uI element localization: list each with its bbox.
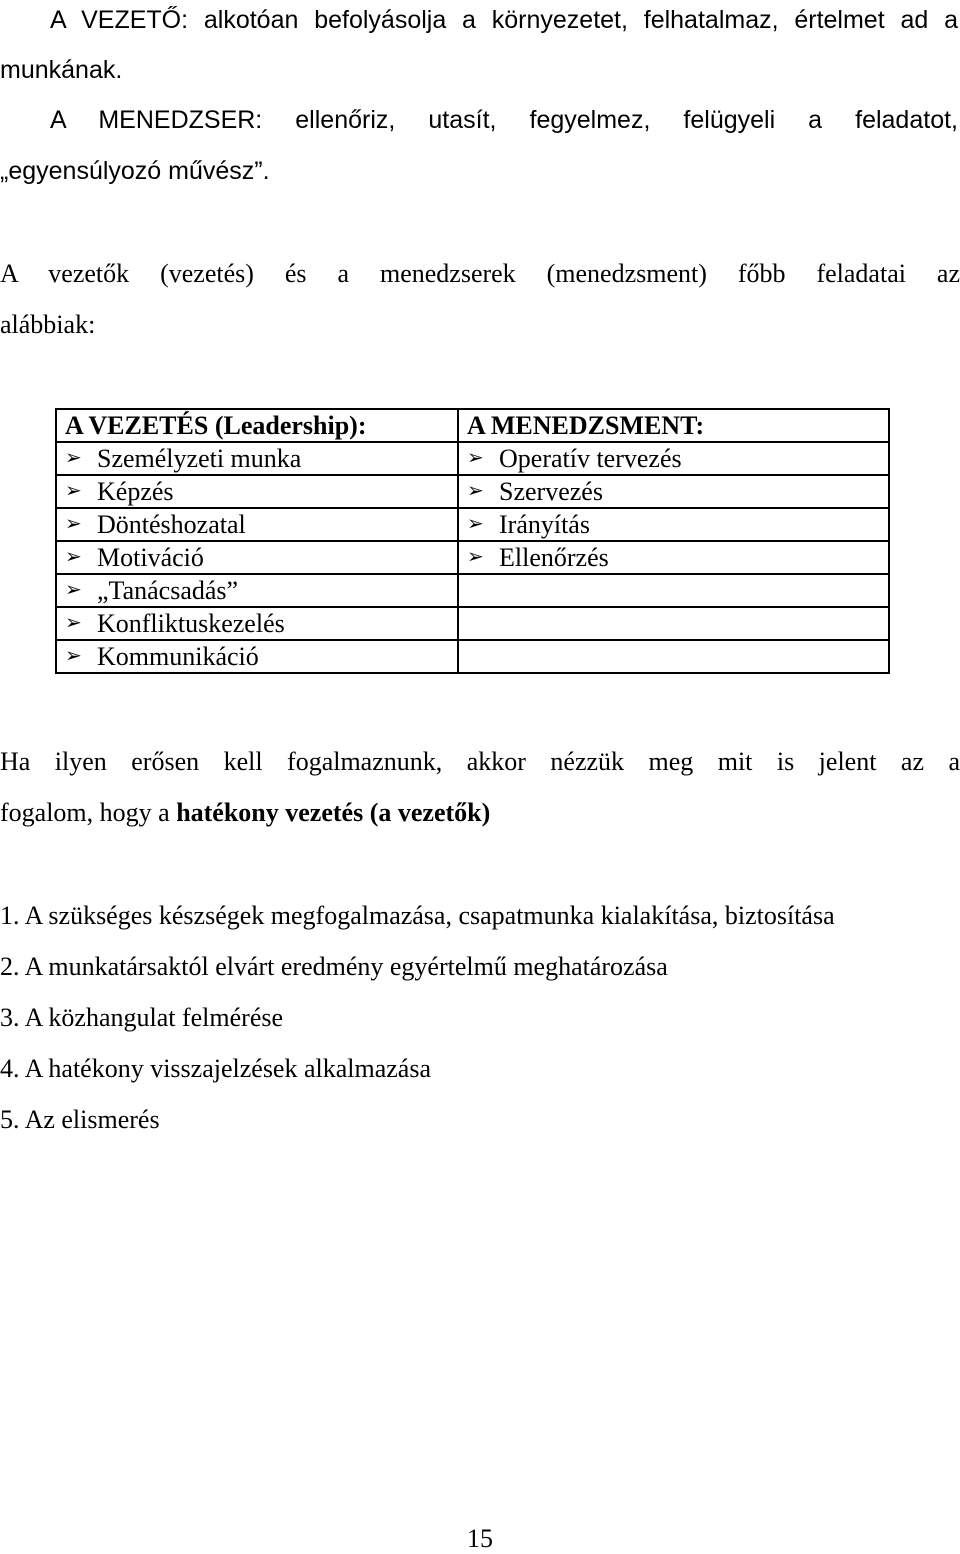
menedzser-definition-line2: „egyensúlyozó művész”. xyxy=(0,157,270,185)
right-column-cell xyxy=(458,541,889,574)
left-item-label: Döntéshozatal xyxy=(97,510,246,539)
arrow-bullet-icon: ➢ xyxy=(65,546,82,568)
left-item-label: Kommunikáció xyxy=(97,642,259,671)
table-row xyxy=(56,607,889,640)
right-column-cell xyxy=(458,574,889,607)
leadership-management-table xyxy=(55,408,890,674)
paragraph-line2 xyxy=(0,797,960,829)
table-row xyxy=(56,442,889,475)
left-item-label: Képzés xyxy=(97,477,174,506)
section-heading-line2: alábbiak: xyxy=(0,310,96,339)
arrow-bullet-icon: ➢ xyxy=(65,480,82,502)
right-column-cell xyxy=(458,442,889,475)
table-row xyxy=(56,475,889,508)
list-item: 3. A közhangulat felmérése xyxy=(0,1003,284,1032)
left-column-cell xyxy=(56,607,458,640)
list-item: 2. A munkatársaktól elvárt eredmény egyértelmű meghatározása xyxy=(0,952,668,981)
left-column-cell xyxy=(56,541,458,574)
left-column-cell xyxy=(56,640,458,673)
right-item-label: Irányítás xyxy=(499,510,590,539)
table-row xyxy=(56,409,889,442)
arrow-bullet-icon: ➢ xyxy=(467,546,484,568)
menedzser-definition-line1: A MENEDZSER: ellenőriz, utasít, fegyelmez, felügyeli a feladatot, xyxy=(50,106,958,134)
arrow-bullet-icon: ➢ xyxy=(65,612,82,634)
right-column-cell xyxy=(458,640,889,673)
right-column-header: A MENEDZSMENT: xyxy=(458,409,889,442)
paragraph-line2-text: fogalom, hogy a xyxy=(0,798,177,827)
right-item-label: Ellenőrzés xyxy=(499,543,609,572)
list-item: 4. A hatékony visszajelzések alkalmazása xyxy=(0,1054,432,1083)
right-column-cell xyxy=(458,475,889,508)
left-column-header: A VEZETÉS (Leadership): xyxy=(56,409,458,442)
arrow-bullet-icon: ➢ xyxy=(467,480,484,502)
arrow-bullet-icon: ➢ xyxy=(467,447,484,469)
left-item-label: Konfliktuskezelés xyxy=(97,609,285,638)
right-column-cell xyxy=(458,508,889,541)
vezeto-definition-line1: A VEZETŐ: alkotóan befolyásolja a környezetet, felhatalmaz, értelmet ad a xyxy=(50,6,958,34)
list-item: 1. A szükséges készségek megfogalmazása, csapatmunka kialakítása, biztosítása xyxy=(0,901,835,930)
arrow-bullet-icon: ➢ xyxy=(467,513,484,535)
right-item-label: Operatív tervezés xyxy=(499,444,682,473)
left-column-cell xyxy=(56,475,458,508)
table-row xyxy=(56,508,889,541)
table-row xyxy=(56,541,889,574)
arrow-bullet-icon: ➢ xyxy=(65,645,82,667)
vezeto-definition-line2: munkának. xyxy=(0,56,123,84)
paragraph-line1: Ha ilyen erősen kell fogalmaznunk, akkor nézzük meg mit is jelent az a xyxy=(0,747,960,776)
page-number: 15 xyxy=(467,1524,493,1553)
left-column-cell xyxy=(56,442,458,475)
left-column-cell xyxy=(56,508,458,541)
right-column-cell xyxy=(458,607,889,640)
left-item-label: „Tanácsadás” xyxy=(97,576,239,605)
paragraph-emphasis: hatékony vezetés (a vezetők) xyxy=(176,798,491,827)
list-item: 5. Az elismerés xyxy=(0,1105,160,1134)
right-item-label: Szervezés xyxy=(499,477,603,506)
left-item-label: Személyzeti munka xyxy=(97,444,302,473)
table-row xyxy=(56,574,889,607)
left-item-label: Motiváció xyxy=(97,543,204,572)
table-row xyxy=(56,640,889,673)
arrow-bullet-icon: ➢ xyxy=(65,513,82,535)
left-column-cell xyxy=(56,574,458,607)
arrow-bullet-icon: ➢ xyxy=(65,447,82,469)
section-heading-line1: A vezetők (vezetés) és a menedzserek (menedzsment) főbb feladatai az xyxy=(0,259,960,288)
arrow-bullet-icon: ➢ xyxy=(65,579,82,601)
